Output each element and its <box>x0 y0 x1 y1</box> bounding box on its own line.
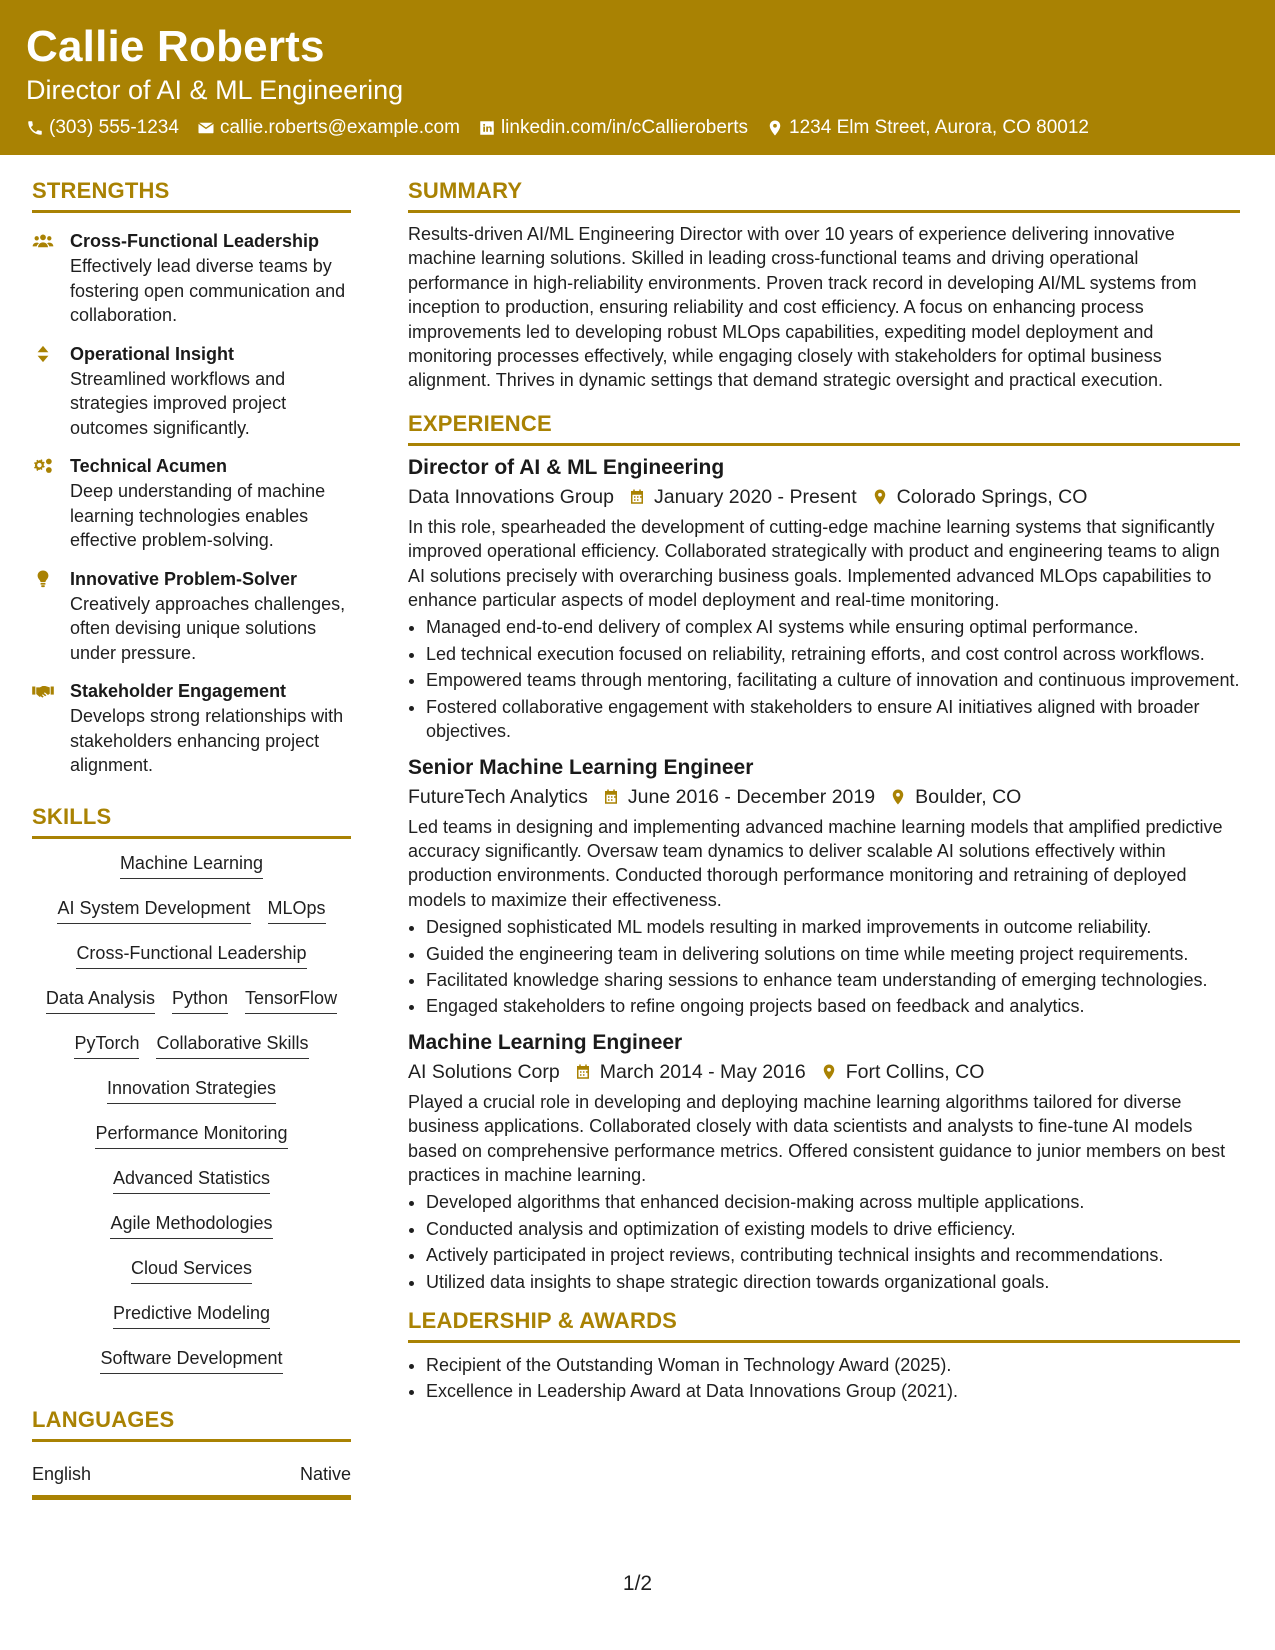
skill-tag: Performance Monitoring <box>95 1121 287 1149</box>
awards-list <box>408 1353 1240 1404</box>
language-proficiency-bar <box>32 1495 351 1500</box>
linkedin-icon <box>478 119 496 137</box>
award-item: • Excellence in Leadership Award at Data Innovations Group (2021). <box>426 1379 1240 1403</box>
skill-row <box>32 1256 351 1301</box>
job-bullet: • Fostered collaborative engagement with stakeholders to ensure AI initiatives aligned with broader objectives. <box>426 695 1240 744</box>
map-pin-icon <box>889 788 907 806</box>
job-bullet: • Developed algorithms that enhanced decision-making across multiple applications. <box>426 1190 1240 1214</box>
gears-icon <box>32 457 54 475</box>
summary-text: Results-driven AI/ML Engineering Director with over 10 years of experience delivering innovative machine learning solutions. Skilled in leading cross-functional teams and driving operational performance in high-reliability environments. Proven track record in developing AI/ML systems from inception to production, ensuring reliability and cost efficiency. A focus on enhancing process improvements led to developing robust MLOps capabilities, expediting model deployment and monitoring processes effectively, while engaging closely with stakeholders for optimal business alignment. Thrives in dynamic settings that demand strategic oversight and practical execution. <box>408 224 1197 391</box>
skills-list <box>32 851 351 1391</box>
strength-desc: Creatively approaches challenges, often devising unique solutions under pressure. <box>70 593 346 663</box>
resume-header <box>0 0 1275 155</box>
job-bullet: • Guided the engineering team in delivering solutions on time while meeting project requirements. <box>426 942 1240 966</box>
job-bullet: • Empowered teams through mentoring, facilitating a culture of innovation and continuous improvement. <box>426 668 1240 692</box>
skill-row <box>32 1301 351 1346</box>
skill-tag: PyTorch <box>74 1031 139 1059</box>
skill-tag: MLOps <box>268 896 326 924</box>
skills-heading: SKILLS <box>32 803 112 829</box>
job-location: Boulder, CO <box>915 785 1022 808</box>
contact-email[interactable] <box>197 117 460 139</box>
job-location: Fort Collins, CO <box>845 1060 985 1083</box>
phone-text: (303) 555-1234 <box>49 117 179 138</box>
strength-item <box>32 229 351 328</box>
skill-row <box>32 1346 351 1391</box>
contact-address <box>766 117 1089 139</box>
job-bullet: • Actively participated in project reviews, contributing technical insights and recommendations. <box>426 1243 1240 1267</box>
users-icon <box>32 232 54 250</box>
job-entry <box>408 756 1240 1019</box>
strength-item <box>32 567 351 666</box>
contact-bar <box>26 117 1089 139</box>
skill-tag: AI System Development <box>57 896 250 924</box>
map-pin-icon <box>871 488 889 506</box>
strength-name: Stakeholder Engagement <box>70 681 287 701</box>
strength-item <box>32 679 351 778</box>
strengths-list <box>32 229 351 778</box>
skill-tag: Python <box>172 986 228 1014</box>
job-bullet: • Conducted analysis and optimization of existing models to drive efficiency. <box>426 1217 1240 1241</box>
skill-row <box>32 851 351 896</box>
job-bullet: • Facilitated knowledge sharing sessions to enhance team understanding of emerging technologies. <box>426 968 1240 992</box>
map-pin-icon <box>820 1063 838 1081</box>
strength-desc: Effectively lead diverse teams by fostering open communication and collaboration. <box>70 256 346 325</box>
skill-tag: Innovation Strategies <box>107 1076 276 1104</box>
skill-tag: Cross-Functional Leadership <box>76 941 306 969</box>
job-description: Played a crucial role in developing and deploying machine learning algorithms tailored for diverse business applications. Collaborated closely with data scientists and analysts to fine-tune AI models based on comprehensive performance metrics. Offered consistent guidance to junior members on best practices in machine learning. <box>408 1091 1226 1185</box>
job-title: Machine Learning Engineer <box>408 1030 683 1054</box>
map-pin-icon <box>766 119 784 137</box>
strength-name: Cross-Functional Leadership <box>70 231 320 251</box>
handshake-icon <box>32 682 54 700</box>
language-item <box>32 1464 351 1485</box>
job-entry <box>408 456 1240 744</box>
calendar-icon <box>602 788 620 806</box>
job-dates: June 2016 - December 2019 <box>627 785 876 808</box>
candidate-name: Callie Roberts <box>26 22 325 71</box>
strengths-heading: STRENGTHS <box>32 178 170 203</box>
skill-tag: Machine Learning <box>120 851 263 879</box>
job-description: Led teams in designing and implementing advanced machine learning models that amplified predictive accuracy significantly. Oversaw team dynamics to deliver scalable AI solutions effectively within production environments. Conducted thorough performance monitoring and retraining of deployed models to maximize their effectiveness. <box>408 816 1223 910</box>
job-dates: January 2020 - Present <box>653 485 857 508</box>
job-bullet: • Designed sophisticated ML models resulting in marked improvements in outcome reliability. <box>426 915 1240 939</box>
skill-tag: TensorFlow <box>245 986 337 1014</box>
job-company: FutureTech Analytics <box>408 785 588 808</box>
section-divider <box>32 1439 351 1442</box>
skill-tag: Collaborative Skills <box>156 1031 308 1059</box>
section-divider <box>408 1340 1240 1343</box>
skill-tag: Software Development <box>100 1346 282 1374</box>
strength-item <box>32 342 351 441</box>
job-location: Colorado Springs, CO <box>896 485 1088 508</box>
strength-name: Operational Insight <box>70 343 235 364</box>
calendar-icon <box>628 488 646 506</box>
job-company: AI Solutions Corp <box>408 1060 560 1083</box>
skill-row <box>32 1121 351 1166</box>
address-text: 1234 Elm Street, Aurora, CO 80012 <box>789 117 1089 138</box>
section-divider <box>32 210 351 213</box>
job-entry <box>408 1031 1240 1294</box>
phone-icon <box>26 119 44 137</box>
job-description: In this role, spearheaded the development of cutting-edge machine learning systems that significantly improved operational efficiency. Collaborated strategically with product and engineering teams to align AI solutions precisely with overarching business goals. Implemented advanced MLOps capabilities to enhance particular aspects of model deployment and real-time monitoring. <box>408 516 1220 611</box>
contact-linkedin[interactable] <box>478 117 748 139</box>
left-column <box>32 178 351 1500</box>
page-number: 1/2 <box>622 1572 653 1595</box>
strength-name: Technical Acumen <box>70 456 228 476</box>
envelope-icon <box>197 119 215 137</box>
language-level: Native <box>299 1463 351 1484</box>
right-column <box>408 178 1240 1406</box>
candidate-title: Director of AI & ML Engineering <box>26 75 404 105</box>
skill-row <box>32 986 351 1031</box>
job-meta <box>408 786 1240 809</box>
email-text: callie.roberts@example.com <box>219 117 460 138</box>
job-company: Data Innovations Group <box>408 485 614 508</box>
skill-row <box>32 1031 351 1076</box>
strength-desc: Streamlined workflows and strategies improved project outcomes significantly. <box>70 368 287 438</box>
job-bullet: • Engaged stakeholders to refine ongoing projects based on feedback and analytics. <box>426 994 1240 1018</box>
job-bullet: • Managed end-to-end delivery of complex AI systems while ensuring optimal performance. <box>426 615 1240 639</box>
experience-heading: EXPERIENCE <box>408 410 552 436</box>
job-title: Senior Machine Learning Engineer <box>408 755 754 779</box>
job-bullets <box>408 615 1240 743</box>
skill-row <box>32 1166 351 1211</box>
strength-desc: Deep understanding of machine learning technologies enables effective problem-solving. <box>70 481 326 550</box>
skill-tag: Advanced Statistics <box>113 1166 270 1194</box>
summary-heading: SUMMARY <box>408 178 523 203</box>
awards-heading: LEADERSHIP & AWARDS <box>408 1308 678 1333</box>
job-title: Director of AI & ML Engineering <box>408 455 725 479</box>
skill-tag: Agile Methodologies <box>110 1211 272 1239</box>
section-divider <box>408 443 1240 446</box>
language-name: English <box>32 1463 92 1484</box>
job-bullets <box>408 915 1240 1019</box>
award-item: • Recipient of the Outstanding Woman in Technology Award (2025). <box>426 1353 1240 1377</box>
job-meta <box>408 1061 1240 1084</box>
skill-tag: Predictive Modeling <box>113 1301 270 1329</box>
job-bullet: • Utilized data insights to shape strategic direction towards organizational goals. <box>426 1270 1240 1294</box>
strength-name: Innovative Problem-Solver <box>70 568 298 589</box>
section-divider <box>408 210 1240 213</box>
job-bullet: • Led technical execution focused on reliability, retraining efforts, and cost control across workflows. <box>426 642 1240 666</box>
skill-row <box>32 1211 351 1256</box>
skill-row <box>32 896 351 941</box>
strength-item <box>32 454 351 553</box>
job-bullets <box>408 1190 1240 1294</box>
contact-phone[interactable] <box>26 117 179 139</box>
sort-icon <box>32 345 54 363</box>
experience-list <box>408 456 1240 1294</box>
strength-desc: Develops strong relationships with stakeholders enhancing project alignment. <box>70 706 344 775</box>
skill-row <box>32 941 351 986</box>
lightbulb-icon <box>32 570 54 588</box>
job-dates: March 2014 - May 2016 <box>599 1060 806 1083</box>
job-meta <box>408 486 1240 509</box>
section-divider <box>32 836 351 839</box>
skill-tag: Data Analysis <box>46 986 155 1014</box>
skill-tag: Cloud Services <box>131 1256 252 1284</box>
calendar-icon <box>574 1063 592 1081</box>
linkedin-text: linkedin.com/in/cCallieroberts <box>500 117 749 138</box>
skill-row <box>32 1076 351 1121</box>
languages-heading: LANGUAGES <box>32 1406 175 1432</box>
